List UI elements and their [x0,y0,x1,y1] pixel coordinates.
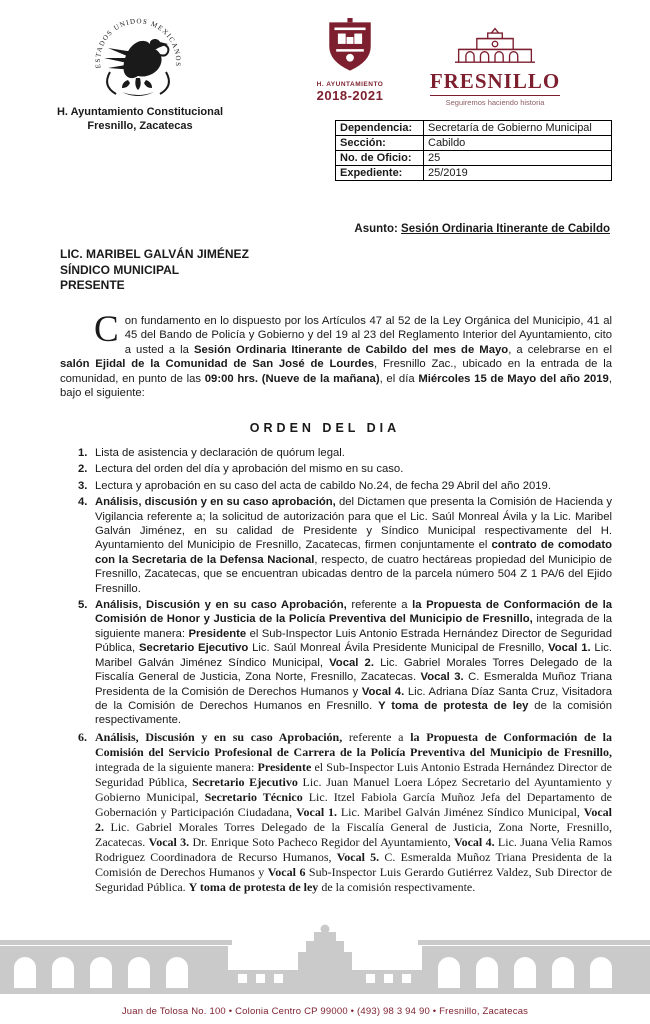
addressee-salutation: PRESENTE [60,278,125,292]
drop-cap: C [94,309,119,350]
table-row [336,151,612,166]
table-row [336,121,612,136]
brand-tagline: Seguiremos haciendo historia [445,98,545,107]
coat-of-arms-svg [88,8,188,108]
item-number: 3. [78,479,88,492]
org-line1: H. Ayuntamiento Constitucional [56,106,224,118]
info-label: No. de Oficio: [336,151,424,166]
org-line2: Fresnillo, Zacatecas [87,119,193,132]
agenda-item-3 [60,479,612,493]
agenda-item-5 [60,598,612,728]
addressee-title: SÍNDICO MUNICIPAL [60,262,180,277]
palace-facade-icon [451,24,539,64]
municipal-badge [312,18,388,103]
info-value: 25/2019 [424,166,612,181]
mexican-coat-of-arms-icon [88,8,188,108]
item-number: 4. [78,496,88,509]
info-label: Dependencia: [336,121,424,136]
colonnade-monument-silhouette [0,924,650,998]
municipal-shield-icon [324,18,376,75]
subject-line [354,223,610,235]
item-text: Lectura y aprobación en su caso del acta de cabildo No.24, de fecha 29 Abril del año 2019. [95,479,551,492]
organization-name [35,106,245,133]
item-number: 2. [78,463,88,476]
agenda-item-2 [60,462,612,476]
info-value: Cabildo [424,136,612,151]
svg-text:ESTADOS UNIDOS MEXICANOS: ESTADOS UNIDOS MEXICANOS [93,17,183,69]
item-text: Análisis, Discusión y en su caso Aprobación, referente a la Propuesta de Conformación de la Comisión del Servicio Profesional de Carrera de la Policía Preventiva del Municipio de Fresnillo, integrada de la siguiente manera: Presidente el Sub-Inspector Luis Antonio Estrada Hernández Director de Seguridad Pública, Secretario Ejecutivo Lic. Juan Manuel Loera López Secretario del Ayuntamiento y Gobierno Municipal, Secretario Técnico Lic. Itzel Fabiola García Muñoz Jefa del Departamento de Gobernación y Participación Ciudadana, Vocal 1. Lic. Maribel Galván Jiménez Síndico Municipal, Vocal 2. Lic. Gabriel Morales Torres Delegado de la Fiscalía General de Justicia, Zona Norte, Fresnillo, Zacatecas. Vocal 3. Dr. Enrique Soto Pacheco Regidor del Ayuntamiento, Vocal 4. Lic. Juana Velia Ramos Rodriguez Coordinadora de Recurso Humanos, Vocal 5. C. Esmeralda Muñoz Triana Presidenta de la Comisión de Derechos Humanos y Vocal 6 Sub-Inspector Luis Gerardo Gutiérrez Valdez, Sub Director de Seguridad Pública. Y toma de protesta de ley de la comisión respectivamente. [95,729,613,894]
addressee-block [60,247,249,294]
info-label: Expediente: [336,166,424,181]
item-text: Lista de asistencia y declaración de quórum legal. [95,447,345,459]
info-value: 25 [424,151,612,166]
info-value: Secretaría de Gobierno Municipal [424,121,612,136]
item-text: Lectura del orden del día y aprobación del mismo en su caso. [95,463,404,476]
agenda-item-1 [60,446,612,460]
agenda-list [60,446,612,897]
agenda-item-4 [60,495,612,596]
footer-art-svg [0,924,650,998]
footer-address: Juan de Tolosa No. 100 • Colonia Centro CP 99000 • (493) 98 3 94 90 • Fresnillo, Zacatecas [121,1006,529,1017]
item-number: 1. [78,447,88,459]
addressee-name: LIC. MARIBEL GALVÁN JIMÉNEZ [60,247,249,261]
item-text: Análisis, discusión y en su caso aprobación, del Dictamen que presenta la Comisión de Hacienda y Vigilancia referente a; la solicitud de autorización para que el Lic. Saúl Monreal Ávila y la Lic. Maribel Galván Jiménez, en su calidad de Presidente y Síndico Municipal respectivamente del H. Ayuntamiento del Municipio de Fresnillo, Zacatecas, firmen conjuntamente el contrato de comodato con la Secretaria de la Defensa Nacional, respecto, de cuatro hectáreas propiedad del Municipio de Fresnillo, Zacatecas, que se encuentran ubicadas dentro de la parcela número 504 Z 1 PA/6 del Ejido Fresnillo. [95,496,613,595]
subject-label: Asunto: [354,223,402,235]
intro-paragraph [60,309,612,400]
table-row [336,136,612,151]
table-row [336,166,612,181]
subject-value: Sesión Ordinaria Itinerante de Cabildo [401,223,610,235]
intro-text: on fundamento en lo dispuesto por los Artículos 47 al 52 de la Ley Orgánica del Municipio, 41 al 45 del Bando de Policía y Gobierno y del 19 al 23 del Reglamento Interior del Ayuntamiento, cito a usted a la Sesión Ordinaria Itinerante de Cabildo del mes de Mayo, a celebrarse en el salón Ejidal de la Comunidad de San José de Lourdes, Fresnillo Zac., ubicado en la entrada de la comunidad, en punto de las 09:00 hrs. (Nueve de la mañana), el día Miércoles 15 de Mayo del año 2019, bajo el siguiente: [60,315,612,400]
agenda-item-6 [60,730,612,895]
item-number: 6. [78,729,87,744]
brand-divider [430,95,560,96]
document-info-table [335,120,612,181]
brand-name: FRESNILLO [429,69,561,93]
info-label: Sección: [336,136,424,151]
item-text: Análisis, Discusión y en su caso Aprobación, referente a la Propuesta de Conformación de la Comisión de Honor y Justicia de la Policía Preventiva del Municipio de Fresnillo, integrada de la siguiente manera: Presidente el Sub-Inspector Luis Antonio Estrada Hernández Director de Seguridad Pública, Secretario Ejecutivo Lic. Saúl Monreal Ávila Presidente Municipal de Fresnillo, Vocal 1. Lic. Maribel Galván Jiménez Síndico Municipal, Vocal 2. Lic. Gabriel Morales Torres Delegado de la Fiscalía General de Justicia, Zona Norte, Fresnillo, Zacatecas. Vocal 3. C. Esmeralda Muñoz Triana Presidenta de la Comisión de Derechos Humanos y Vocal 4. Lic. Adriana Díaz Santa Cruz, Visitadora de la Comisión de Derechos Humanos en Fresnillo. Y toma de protesta de ley de la comisión respectivamente. [95,599,613,727]
badge-years: 2018-2021 [316,88,384,103]
item-number: 5. [78,599,88,612]
fresnillo-brand [420,24,570,107]
badge-title: H. AYUNTAMIENTO [316,81,384,88]
agenda-title: ORDEN DEL DIA [249,421,401,435]
